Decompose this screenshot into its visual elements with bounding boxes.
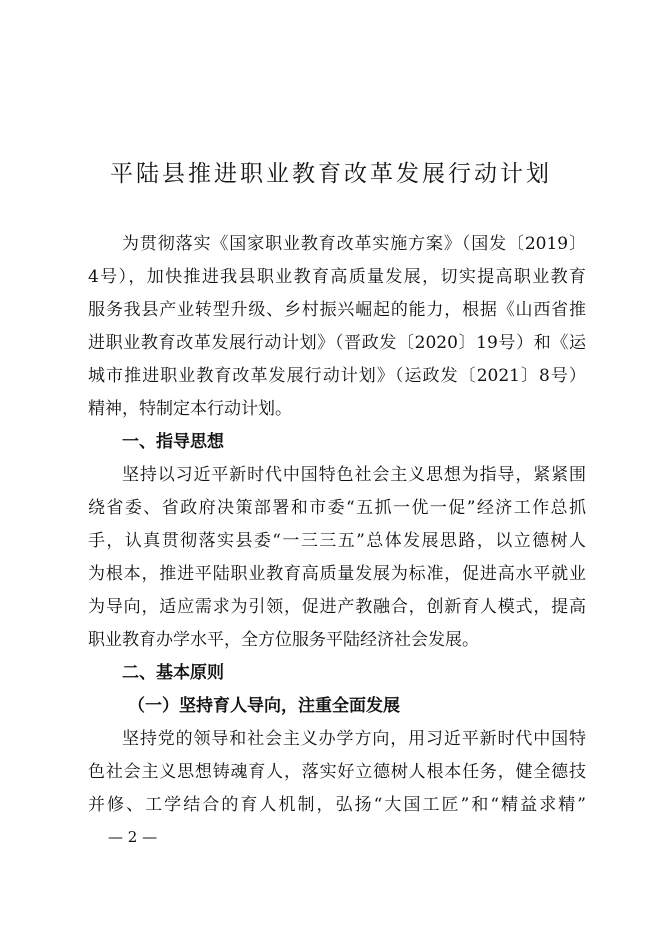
text-line: 为根本，推进平陆职业教育高质量发展为标准，促进高水平就业 <box>88 564 586 584</box>
text-line: 城市推进职业教育改革发展行动计划》（运政发〔2021〕8号） <box>88 366 586 386</box>
text-line: 职业教育办学水平，全方位服务平陆经济社会发展。 <box>88 630 479 650</box>
text-line: 为贯彻落实《国家职业教育改革实施方案》（国发〔2019〕 <box>122 234 586 254</box>
text-line: 精神，特制定本行动计划。 <box>88 399 292 419</box>
text-line: 绕省委、省政府决策部署和市委“五抓一优一促”经济工作总抓 <box>88 498 586 518</box>
section-heading: 二、基本原则 <box>122 663 224 683</box>
text-line: 坚持党的领导和社会主义办学方向，用习近平新时代中国特 <box>122 729 586 749</box>
text-line: 为导向，适应需求为引领，促进产教融合，创新育人模式，提高 <box>88 597 586 617</box>
page-number: — 2 — <box>108 828 158 846</box>
text-line: 4号），加快推进我县职业教育高质量发展，切实提高职业教育 <box>88 267 586 287</box>
text-line: 色社会主义思想铸魂育人，落实好立德树人根本任务，健全德技 <box>88 762 586 782</box>
text-line: 坚持以习近平新时代中国特色社会主义思想为指导，紧紧围 <box>122 465 586 485</box>
section-heading: 一、指导思想 <box>122 432 224 452</box>
text-line: 进职业教育改革发展行动计划》（晋政发〔2020〕19号）和《运 <box>88 333 586 353</box>
section-subheading: （一）坚持育人导向，注重全面发展 <box>128 696 400 716</box>
text-line: 并修、工学结合的育人机制，弘扬“大国工匠”和“精益求精” <box>88 795 586 815</box>
text-line: 服务我县产业转型升级、乡村振兴崛起的能力，根据《山西省推 <box>88 300 586 320</box>
document-title: 平陆县推进职业教育改革发展行动计划 <box>110 161 552 187</box>
text-line: 手，认真贯彻落实县委“一三三五”总体发展思路，以立德树人 <box>88 531 586 551</box>
